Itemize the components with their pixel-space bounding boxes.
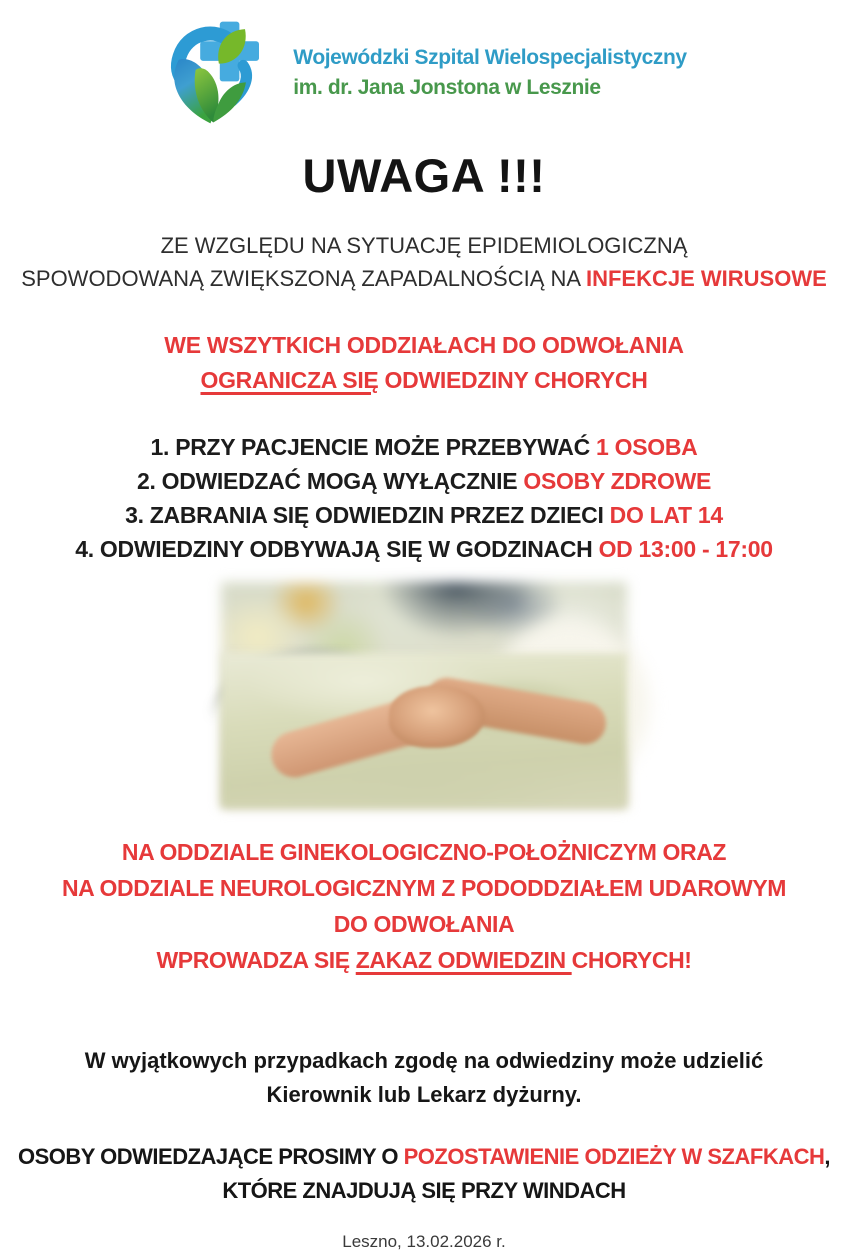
ban-line4-pre: WPROWADZA SIĘ xyxy=(156,947,356,973)
rule-line xyxy=(0,532,848,566)
restriction-line2 xyxy=(0,363,848,398)
rule1-red: 1 OSOBA xyxy=(596,434,698,460)
intro-line2-black: SPOWODOWANĄ ZWIĘKSZONĄ ZAPADALNOŚCIĄ NA xyxy=(21,266,586,291)
ban-line4-post: CHORYCH! xyxy=(571,947,692,973)
intro-line2-red: INFEKCJE WIRUSOWE xyxy=(585,266,827,291)
header xyxy=(0,0,848,132)
intro-line2 xyxy=(0,262,848,295)
intro-line1: ZE WZGLĘDU NA SYTUACJĘ EPIDEMIOLOGICZNĄ xyxy=(160,233,688,258)
locker-instruction xyxy=(0,1140,848,1208)
locker-line1-black: OSOBY ODWIEDZAJĄCE PROSIMY O xyxy=(17,1144,404,1169)
restriction-line1: WE WSZYTKICH ODDZIAŁACH DO ODWOŁANIA xyxy=(164,332,684,358)
locker-line1-red: POZOSTAWIENIE ODZIEŻY W SZAFKACH xyxy=(403,1144,825,1169)
hospital-logo-icon xyxy=(161,17,273,129)
intro-paragraph xyxy=(0,229,848,295)
locker-line1-comma: , xyxy=(824,1144,830,1169)
org-name-line2: im. dr. Jana Jonstona w Lesznie xyxy=(293,76,601,99)
locker-line1 xyxy=(0,1140,848,1174)
org-name-line1: Wojewódzki Szpital Wielospecjalistyczny xyxy=(293,45,687,69)
rule3-red: DO LAT 14 xyxy=(609,502,723,528)
ban-line2: NA ODDZIALE NEUROLOGICZNYM Z PODODDZIAŁEM UDAROWYM xyxy=(61,875,787,901)
exception-line2: Kierownik lub Lekarz dyżurny. xyxy=(266,1082,582,1107)
locker-line2: KTÓRE ZNAJDUJĄ SIĘ PRZY WINDACH xyxy=(222,1178,626,1203)
exception-note xyxy=(0,1044,848,1112)
rule1-black: 1. PRZY PACJENCIE MOŻE PRZEBYWAĆ xyxy=(150,434,597,460)
page-title: UWAGA !!! xyxy=(302,149,546,202)
rule3-black: 3. ZABRANIA SIĘ ODWIEDZIN PRZEZ DZIECI xyxy=(125,502,610,528)
date-line: Leszno, 13.02.2026 r. xyxy=(342,1232,506,1251)
restriction-line2-rest: ODWIEDZINY CHORYCH xyxy=(378,367,648,393)
rule2-black: 2. ODWIEDZAĆ MOGĄ WYŁĄCZNIE xyxy=(136,468,524,494)
ban-line4 xyxy=(0,942,848,978)
rule-line xyxy=(0,430,848,464)
org-name xyxy=(293,43,686,104)
ban-line3: DO ODWOŁANIA xyxy=(333,911,515,937)
rule4-black: 4. ODWIEDZINY ODBYWAJĄ SIĘ W GODZINACH xyxy=(75,536,599,562)
rule-line xyxy=(0,464,848,498)
patient-photo xyxy=(233,594,615,796)
restriction-heading xyxy=(0,328,848,398)
ban-line4-underlined: ZAKAZ ODWIEDZIN xyxy=(355,947,572,973)
rule-line xyxy=(0,498,848,532)
visit-ban-notice xyxy=(0,834,848,978)
rule2-red: OSOBY ZDROWE xyxy=(523,468,712,494)
rule4-red: OD 13:00 - 17:00 xyxy=(598,536,773,562)
ban-line1: NA ODDZIALE GINEKOLOGICZNO-POŁOŻNICZYM ORAZ xyxy=(121,839,727,865)
exception-line1: W wyjątkowych przypadkach zgodę na odwiedziny może udzielić xyxy=(84,1048,764,1073)
rules-list xyxy=(0,430,848,566)
restriction-underlined: OGRANICZA SIĘ xyxy=(200,367,379,393)
